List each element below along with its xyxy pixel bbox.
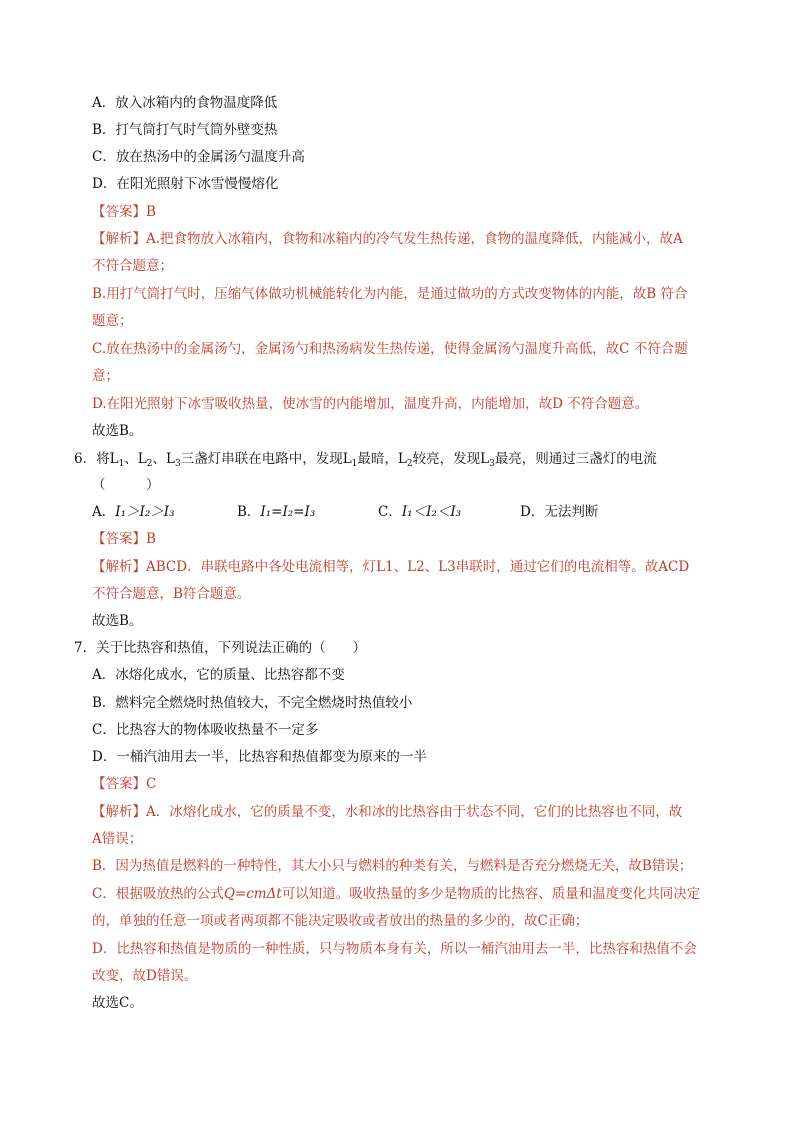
option-label: C． [378, 504, 402, 520]
option-label: A． [92, 504, 116, 520]
q6-option-d: D．无法判断 [520, 504, 599, 520]
question-number: 7． [74, 640, 97, 656]
q7-analysis-line-1 [92, 803, 682, 821]
analysis-tag: 【解析】 [92, 231, 146, 247]
q7-option-d: D．一桶汽油用去一半，比热容和热值都变为原来的一半 [92, 749, 427, 765]
analysis-text: A.把食物放入冰箱内，食物和冰箱内的冷气发生热传递，食物的温度降低，内能减小，故A [146, 231, 683, 247]
heat-formula: Q=cmΔt [223, 886, 282, 902]
q7-analysis-line-2: A错误； [92, 831, 143, 847]
subscript: 1 [351, 459, 358, 469]
q5-conclusion: 故选B。 [92, 423, 143, 439]
q6-option-a [92, 503, 174, 521]
subscript: 2 [406, 459, 413, 469]
q6-analysis-line-1 [92, 558, 689, 576]
q7-analysis-line-5: 的，单独的任意一项或者两项都不能决定吸收或者放出的热量的多少的，故C正确； [92, 913, 589, 929]
q5-analysis-line-4: 题意； [92, 313, 133, 329]
q7-answer [92, 775, 156, 793]
q5-option-d: D．在阳光照射下冰雪慢慢熔化 [92, 176, 279, 192]
option-formula: I₁＞I₂＞I₃ [115, 504, 175, 520]
q6-answer-blank: （ ） [92, 477, 160, 493]
stem-part: 、L [124, 451, 147, 467]
stem-part: 最暗，L [357, 451, 407, 467]
analysis-text: A．冰熔化成水，它的质量不变，水和冰的比热容由于状态不同，它们的比热容也不同，故 [146, 804, 683, 820]
q7-option-c: C．比热容大的物体吸收热量不一定多 [92, 722, 319, 738]
stem-part: 将L [96, 451, 119, 467]
q6-answer [92, 530, 156, 548]
q5-answer [92, 203, 156, 221]
q7-analysis-line-7: 改变，故D错误。 [92, 968, 198, 984]
q7-analysis-line-4 [92, 885, 700, 903]
analysis-text: C．根据吸放热的公式 [92, 886, 224, 902]
q5-option-a: A．放入冰箱内的食物温度降低 [92, 95, 278, 111]
q6-analysis-line-2: 不符合题意，B符合题意。 [92, 586, 251, 602]
stem-part: 最亮，则通过三盏灯的电流 [494, 451, 657, 467]
stem-text: 关于比热容和热值，下列说法正确的（ ） [96, 640, 367, 656]
analysis-text: 可以知道。吸收热量的多少是物质的比热容、质量和温度变化共同决定 [281, 886, 701, 902]
q5-analysis-line-5: C.放在热汤中的金属汤勺，金属汤勺和热汤病发生热传递，使得金属汤勺温度升高低，故C 不符合题 [92, 341, 688, 357]
q5-analysis-line-1 [92, 230, 683, 248]
q5-analysis-line-2: 不符合题意； [92, 258, 173, 274]
subscript: 3 [174, 459, 181, 469]
analysis-tag: 【解析】 [92, 804, 146, 820]
q6-stem [74, 450, 657, 473]
q7-option-b: B．燃料完全燃烧时热值较大，不完全燃烧时热值较小 [92, 695, 413, 711]
option-formula: I₁=I₂=I₃ [260, 504, 316, 520]
subscript: 1 [118, 459, 125, 469]
stem-part: 三盏灯串联在电路中，发现L [180, 451, 352, 467]
option-label: B． [237, 504, 261, 520]
question-number: 6． [74, 451, 97, 467]
q5-option-c: C．放在热汤中的金属汤勺温度升高 [92, 149, 305, 165]
q6-conclusion: 故选B。 [92, 613, 143, 629]
q7-option-a: A．冰熔化成水，它的质量、比热容都不变 [92, 667, 345, 683]
q5-option-b: B．打气筒打气时气筒外壁变热 [92, 122, 278, 138]
stem-part: 较亮，发现L [412, 451, 490, 467]
subscript: 2 [146, 459, 153, 469]
analysis-text: ABCD．串联电路中各处电流相等，灯L1、L2、L3串联时，通过它们的电流相等。故ACD [146, 559, 690, 575]
analysis-tag: 【解析】 [92, 559, 146, 575]
answer-value: C [146, 776, 157, 792]
q7-stem [74, 639, 366, 657]
subscript: 3 [489, 459, 495, 469]
answer-value: B [146, 531, 156, 547]
option-formula: I₁＜I₂＜I₃ [401, 504, 462, 520]
q5-analysis-line-6: 意； [92, 368, 119, 384]
stem-part: 、L [152, 451, 175, 467]
q5-analysis-line-7: D.在阳光照射下冰雪吸收热量，使冰雪的内能增加，温度升高，内能增加，故D 不符合题意。 [92, 396, 649, 412]
answer-tag: 【答案】 [92, 776, 146, 792]
q7-analysis-line-6: D．比热容和热值是物质的一种性质，只与物质本身有关，所以一桶汽油用去一半，比热容和热值不会 [92, 941, 697, 957]
q5-analysis-line-3: B.用打气筒打气时，压缩气体做功机械能转化为内能，是通过做功的方式改变物体的内能，故B 符合 [92, 286, 688, 302]
q6-option-c [378, 503, 461, 521]
q7-analysis-line-3: B．因为热值是燃料的一种特性，其大小只与燃料的种类有关，与燃料是否充分燃烧无关，故B错误； [92, 858, 693, 874]
answer-tag: 【答案】 [92, 204, 146, 220]
q6-option-b [237, 503, 315, 521]
answer-value: B [146, 204, 156, 220]
answer-tag: 【答案】 [92, 531, 146, 547]
q7-conclusion: 故选C。 [92, 995, 143, 1011]
